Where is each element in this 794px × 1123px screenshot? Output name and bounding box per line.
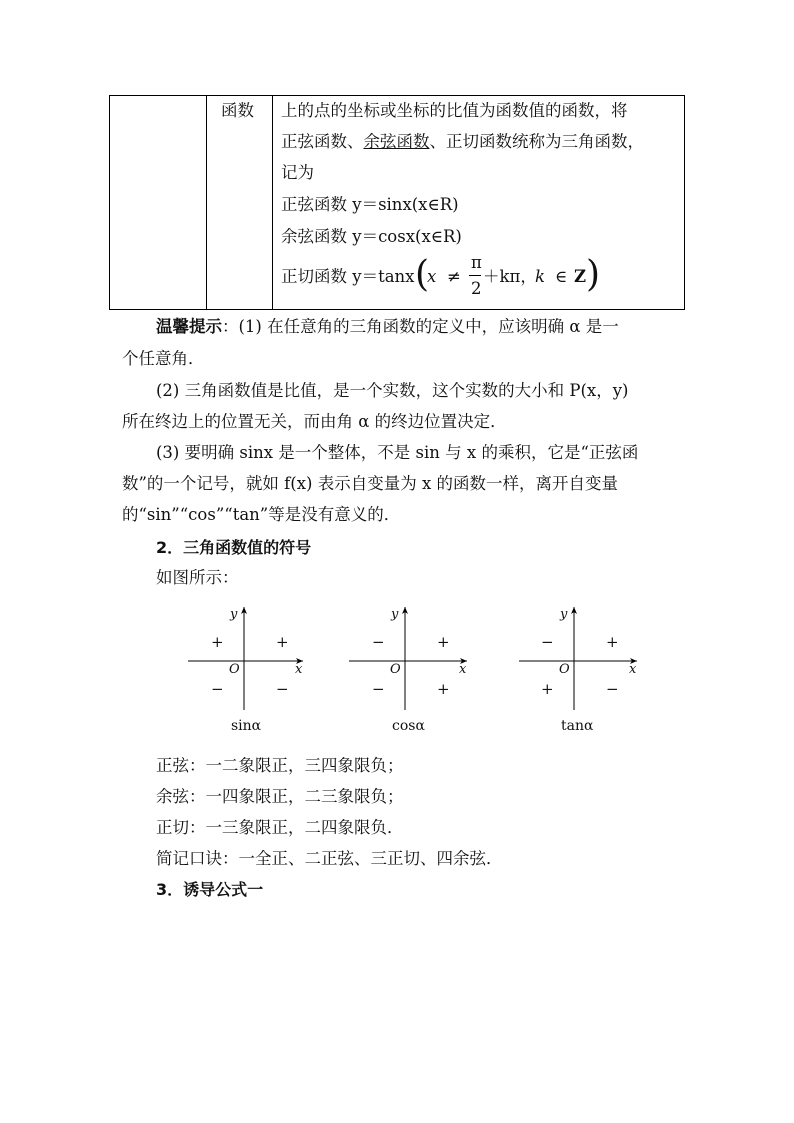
- fraction-numerator: π: [471, 253, 482, 272]
- x-axis-label: x: [629, 662, 637, 677]
- quadrant-4-sign: −: [606, 680, 619, 698]
- table-line-1: 上的点的坐标或坐标的比值为函数值的函数，将: [281, 101, 628, 120]
- origin-label: O: [559, 662, 570, 677]
- left-paren: (: [415, 254, 430, 295]
- quadrant-4-sign: +: [437, 680, 450, 698]
- section-2-heading: 2．三角函数值的符号: [156, 538, 312, 557]
- y-axis-label: y: [391, 607, 399, 622]
- right-paren: ): [586, 254, 601, 295]
- tip3-line-3: 的“sin”“cos”“tan”等是没有意义的．: [122, 505, 401, 524]
- quadrant-1-sign: +: [437, 633, 450, 651]
- table-line-sin: 正弦函数 y＝sinx(x∈R): [281, 195, 459, 214]
- quadrant-2-sign: −: [372, 633, 385, 651]
- quadrant-4-sign: −: [276, 680, 289, 698]
- quadrant-3-sign: −: [211, 680, 224, 698]
- diagram-caption: cosα: [392, 718, 425, 734]
- quadrant-2-sign: −: [541, 633, 554, 651]
- tip-label: 温馨提示: [156, 317, 222, 336]
- quadrant-3-sign: −: [372, 680, 385, 698]
- tip-line-1: 温馨提示：(1) 在任意角的三角函数的定义中，应该明确 α 是一: [156, 317, 619, 336]
- underlined-term: 余弦函数: [363, 132, 430, 151]
- quadrant-2-sign: +: [211, 633, 224, 651]
- rule-cos: 余弦：一四象限正，二三象限负；: [156, 787, 404, 806]
- rule-tan: 正切：一三象限正，二四象限负．: [156, 818, 404, 837]
- y-axis-label: y: [230, 607, 238, 622]
- table-line-2: 正弦函数、余弦函数、正切函数统称为三角函数，: [281, 132, 644, 151]
- quadrant-1-sign: +: [276, 633, 289, 651]
- section-3-heading: 3．诱导公式一: [156, 880, 264, 899]
- table-mid-label: 函数: [221, 101, 254, 120]
- table-line-3: 记为: [281, 163, 314, 182]
- x-axis-label: x: [459, 662, 467, 677]
- tip-line-2: 个任意角．: [122, 349, 205, 368]
- rule-sin: 正弦：一二象限正，三四象限负；: [156, 756, 404, 775]
- fraction-denominator: 2: [471, 279, 482, 298]
- tip3-line-2: 数”的一个记号，就如 f(x) 表示自变量为 x 的函数一样，离开自变量: [122, 474, 619, 493]
- table-line-cos: 余弦函数 y＝cosx(x∈R): [281, 227, 462, 246]
- tip3-line-1: (3) 要明确 sinx 是一个整体，不是 sin 与 x 的乘积，它是“正弦函: [156, 443, 639, 462]
- diagram-caption: tanα: [561, 718, 594, 734]
- table-line-tan: 正切函数 y＝tanx ( x ≠ π 2 ＋kπ， k ∈ Z ): [281, 253, 601, 298]
- origin-label: O: [229, 662, 240, 677]
- diagram-caption: sinα: [231, 718, 262, 734]
- y-axis-label: y: [560, 607, 568, 622]
- origin-label: O: [390, 662, 401, 677]
- quadrant-1-sign: +: [606, 633, 619, 651]
- rule-mnemonic: 简记口诀：一全正、二正弦、三正切、四余弦．: [156, 849, 503, 868]
- x-axis-label: x: [295, 662, 303, 677]
- tip2-line-1: (2) 三角函数值是比值，是一个实数，这个实数的大小和 P(x，y): [156, 381, 629, 400]
- tip2-line-2: 所在终边上的位置无关，而由角 α 的终边位置决定．: [122, 412, 507, 431]
- section-2-intro: 如图所示：: [156, 568, 239, 587]
- quadrant-3-sign: +: [541, 680, 554, 698]
